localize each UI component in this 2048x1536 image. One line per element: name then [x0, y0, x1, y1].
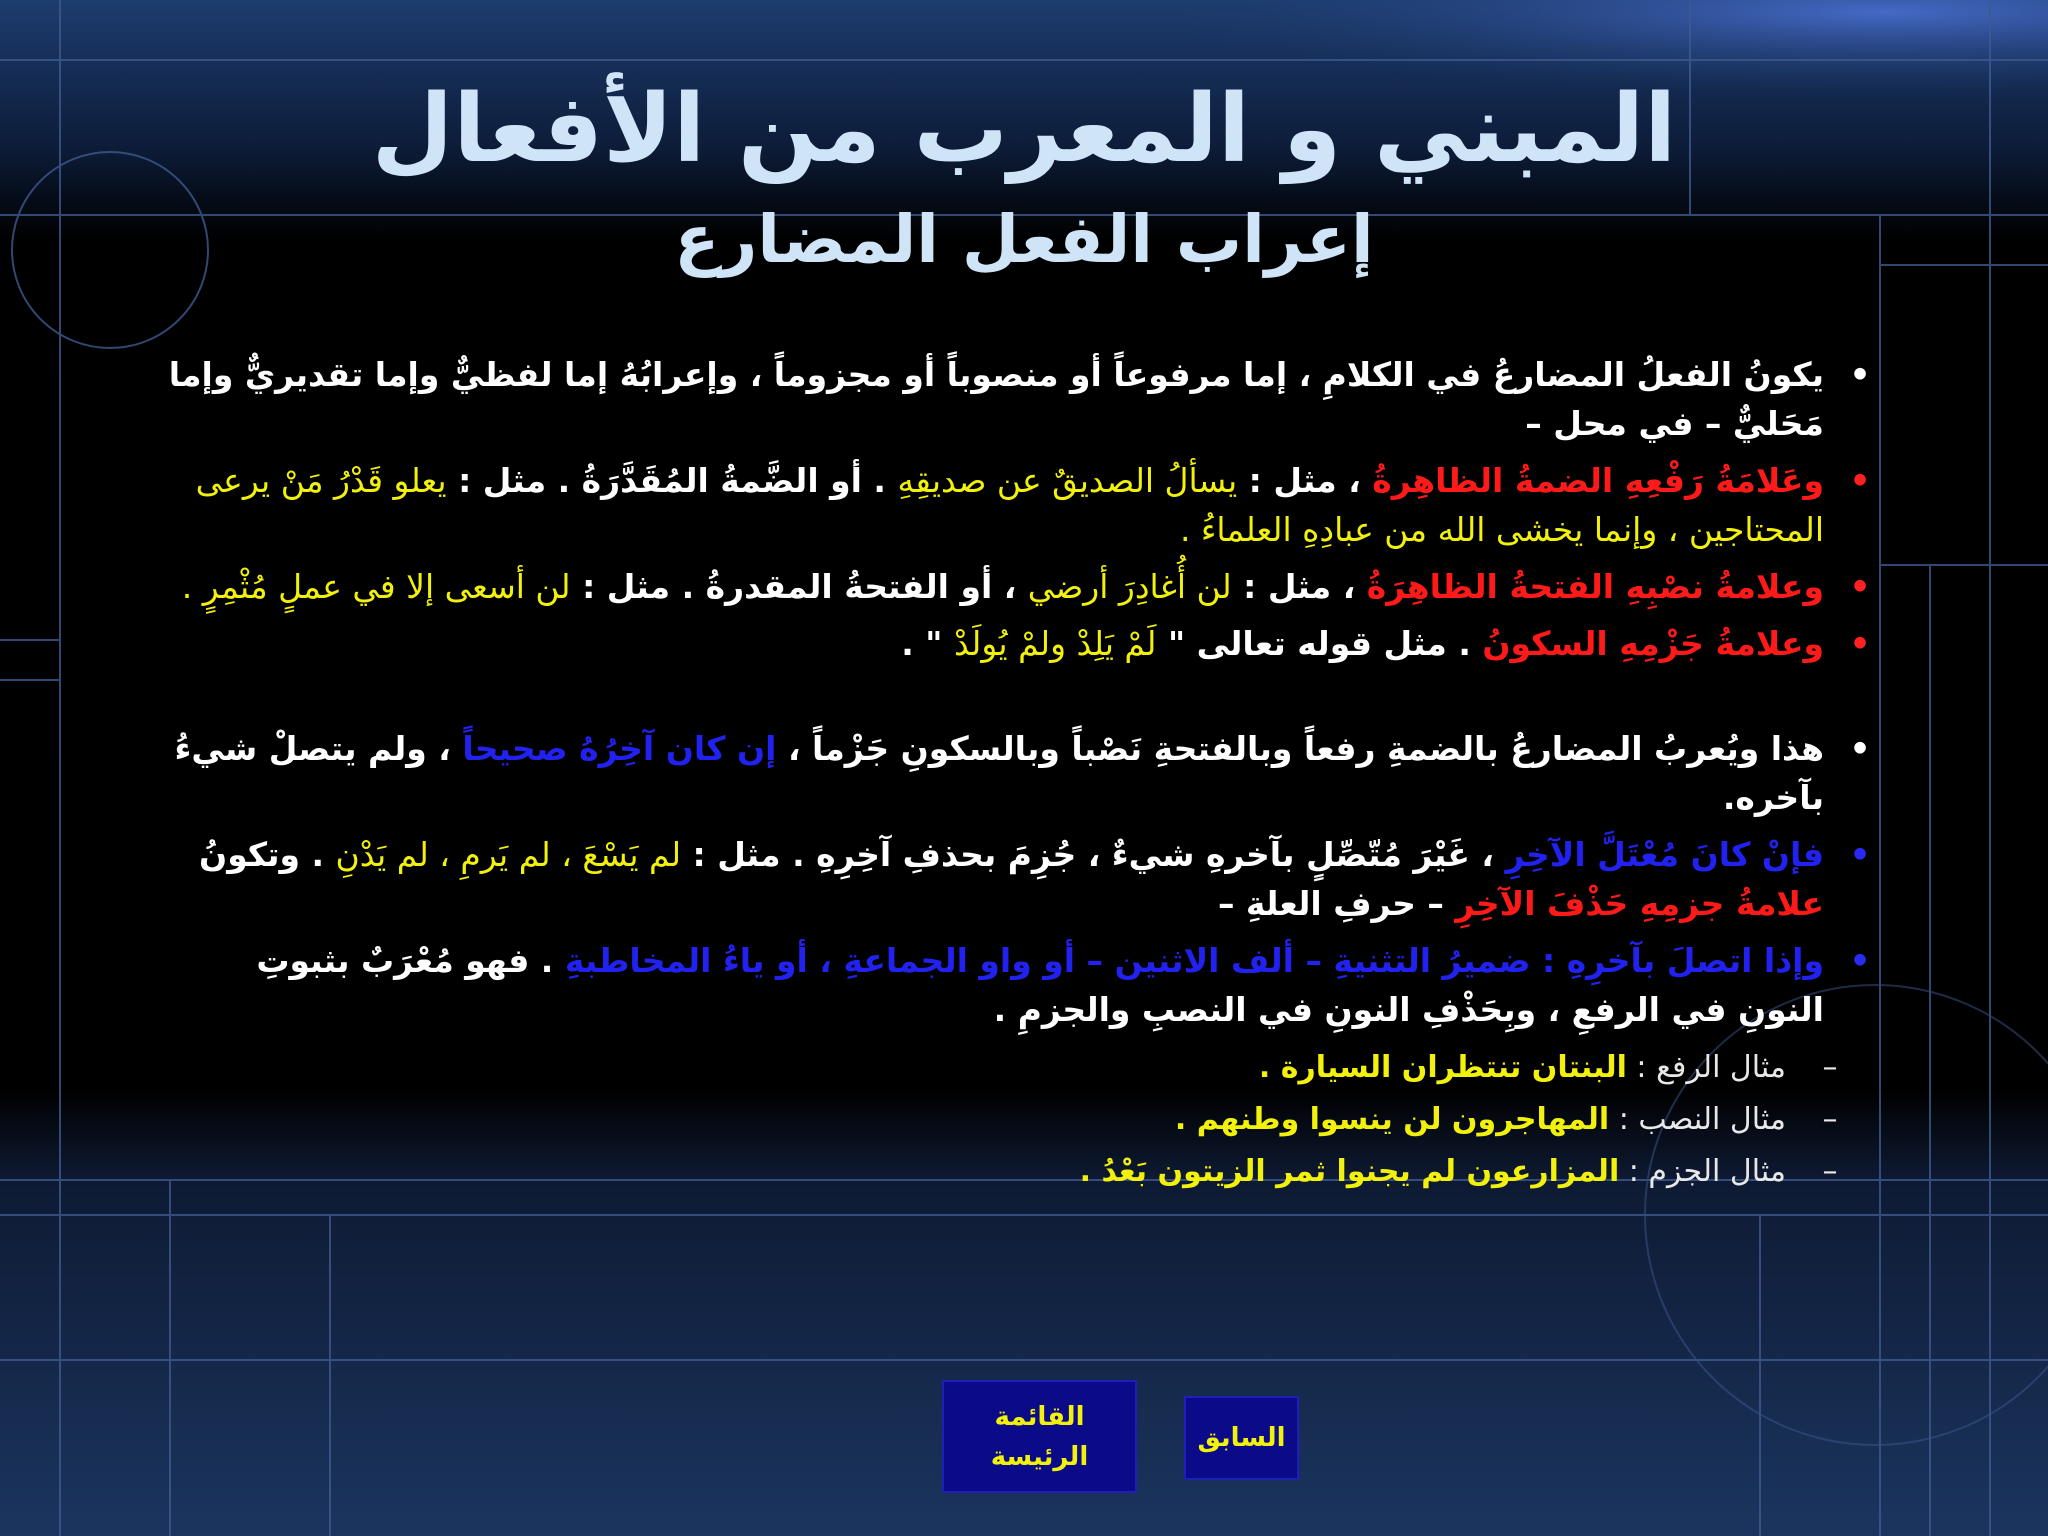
example-text: لم يَسْعَ ، لم يَرمِ ، لم يَدْنِ — [335, 835, 682, 874]
bullet-item — [160, 830, 1880, 928]
previous-label: السابق — [1197, 1423, 1286, 1453]
bullet-item — [160, 724, 1880, 822]
sub-marker: – — [1822, 1154, 1838, 1189]
slide-title: المبني و المعرب من الأفعال — [371, 75, 1677, 184]
example-row — [160, 1146, 1848, 1198]
main-menu-label-line1: القائمة — [994, 1401, 1085, 1432]
example-text: لن أسعى إلا في عملٍ مُثْمِرٍ . — [181, 567, 571, 606]
rule-highlight: إن كان آخِرُهُ صحيحاً — [462, 729, 777, 768]
bullet-text: ، ولم يتصلْ شيءُ بآخره. — [174, 729, 1824, 817]
bullet-marker: • — [1849, 355, 1871, 394]
main-menu-label-line2: الرئيسة — [990, 1441, 1089, 1472]
bullet-marker: • — [1849, 567, 1871, 606]
bullet-marker: • — [1849, 941, 1871, 980]
bullet-item — [160, 350, 1880, 448]
bullet-text: ، أو الفتحةُ المقدرةُ . مثل : — [570, 567, 1028, 606]
rule-highlight: علامةُ جزمِهِ حَذْفَ الآخِرِ — [1455, 884, 1824, 923]
separator: : — [1609, 1102, 1639, 1137]
separator: : — [1619, 1154, 1649, 1189]
spacer — [160, 676, 1880, 724]
rule-highlight: فإنْ كانَ مُعْتَلَّ الآخِرِ — [1505, 835, 1824, 874]
bullet-text: ، مثل : — [1231, 567, 1367, 606]
sub-marker: – — [1822, 1102, 1838, 1137]
rule-highlight: وإذا اتصلَ بآخرِهِ : ضميرُ التثنيةِ – ألف الاثنين – أو واو الجماعةِ ، أو ياءُ المخاطبةِ — [564, 941, 1824, 980]
previous-button[interactable] — [1184, 1396, 1299, 1480]
bullet-text: . أو الضَّمةُ المُقَدَّرَةُ . مثل : — [446, 461, 898, 500]
example-row — [160, 1094, 1848, 1146]
bullet-text: – حرفِ العلةِ – — [1217, 884, 1456, 923]
slide-subtitle: إعراب الفعل المضارع — [674, 201, 1374, 278]
bullet-item — [160, 456, 1880, 554]
example-text: يعلو قَدْرُ مَنْ يرعى المحتاجين ، وإنما يخشى الله من عبادِهِ العلماءُ . — [195, 461, 1824, 549]
example-label: مثال الجزم — [1648, 1154, 1786, 1189]
bullet-text: . مثل قوله تعالى " — [1156, 624, 1483, 663]
example-sentence: البنتان تنتظران السيارة . — [1258, 1050, 1627, 1085]
rule-highlight: وعَلامَةُ رَفْعِهِ الضمةُ الظاهِرةُ — [1372, 461, 1824, 500]
bullet-marker: • — [1849, 461, 1871, 500]
bullet-marker: • — [1849, 729, 1871, 768]
main-menu-label — [991, 1397, 1088, 1477]
example-row — [160, 1042, 1848, 1094]
example-sentence: المهاجرون لن ينسوا وطنهم . — [1174, 1102, 1610, 1137]
bullet-marker: • — [1849, 624, 1871, 663]
rule-highlight: وعلامةُ جَزْمِهِ السكونُ — [1482, 624, 1824, 663]
slide-body — [160, 350, 1880, 1198]
example-label: مثال النصب — [1638, 1102, 1786, 1137]
main-menu-button[interactable] — [942, 1380, 1137, 1493]
bullet-marker: • — [1849, 835, 1871, 874]
separator: : — [1626, 1050, 1657, 1085]
bullet-item — [160, 619, 1880, 668]
bullet-text: ، غَيْرَ مُتّصِّلٍ بآخرهِ شيءٌ ، جُزِمَ بحذفِ آخِرِهِ . مثل : — [681, 835, 1506, 874]
example-label: مثال الرفع — [1656, 1050, 1786, 1085]
sub-marker: – — [1822, 1050, 1838, 1085]
rule-highlight: وعلامةُ نصْبِهِ الفتحةُ الظاهِرَةُ — [1366, 567, 1824, 606]
example-text: لَمْ يَلِدْ ولمْ يُولَدْ — [953, 624, 1157, 663]
example-sentence: المزارعون لم يجنوا ثمر الزيتون بَعْدُ . — [1079, 1154, 1620, 1189]
bullet-text: " . — [901, 624, 954, 663]
bullet-text: ، مثل : — [1237, 461, 1373, 500]
bullet-text: هذا ويُعربُ المضارعُ بالضمةِ رفعاً وبالفتحةِ نَصْباً وبالسكونِ جَزْماً ، — [776, 729, 1824, 768]
bullet-text: . فهو مُعْرَبٌ بثبوتِ النونِ في الرفعِ ، وبِحَذْفِ النونِ في النصبِ والجزمِ . — [256, 941, 1824, 1029]
bullet-text: . وتكونُ — [199, 835, 336, 874]
bullet-item — [160, 936, 1880, 1034]
example-text: يسألُ الصديقٌ عن صديقِهِ — [897, 461, 1238, 500]
bullet-text: يكونُ الفعلُ المضارعُ في الكلامِ ، إما مرفوعاً أو منصوباً أو مجزوماً ، وإعرابُهُ إما لفظيٌّ وإما تقديريٌّ وإما مَحَليٌّ – في محل – — [168, 355, 1824, 443]
example-text: لن أُغادِرَ أرضي — [1027, 567, 1232, 606]
bullet-item — [160, 562, 1880, 611]
